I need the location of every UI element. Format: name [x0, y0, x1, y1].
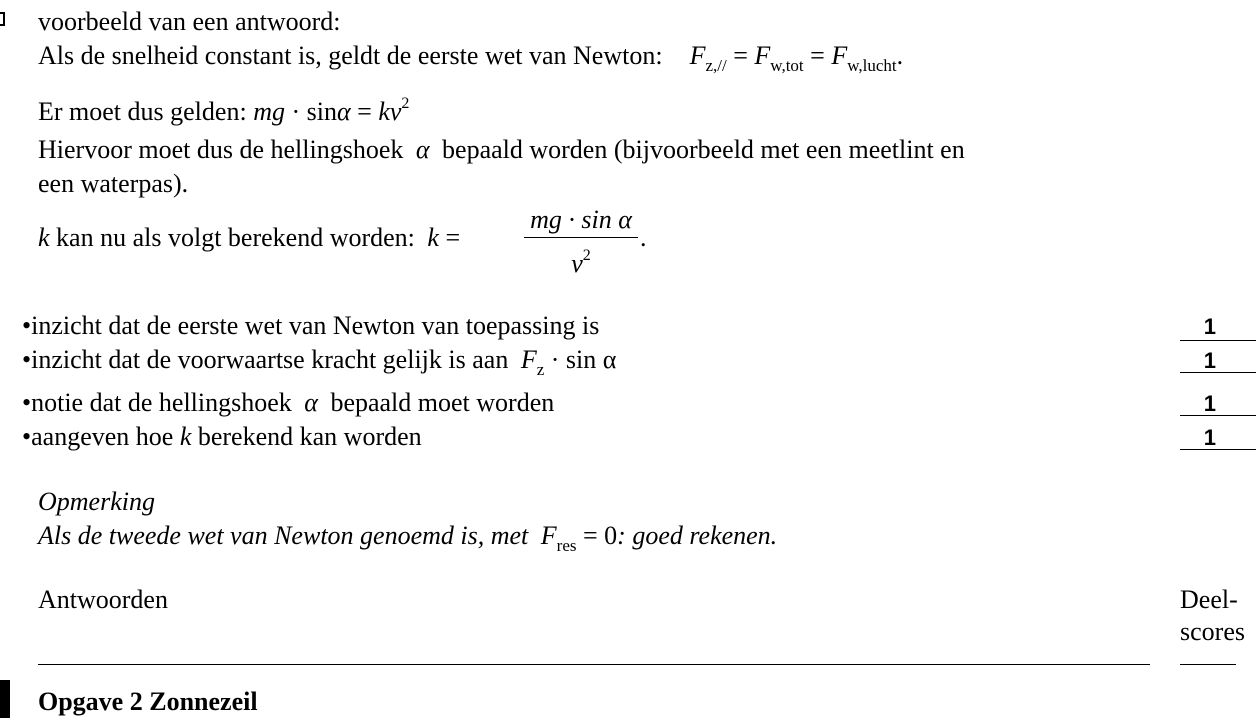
mg: mg: [253, 97, 285, 126]
deel-label: Deel-: [1180, 585, 1238, 614]
divider-left: [38, 664, 1150, 665]
period: .: [640, 223, 647, 252]
score-underline: [1180, 415, 1256, 416]
remark-text-after: : goed rekenen.: [617, 521, 778, 550]
checkbox-marker: [0, 12, 5, 26]
alpha: α: [336, 97, 351, 126]
alpha: α: [304, 388, 318, 417]
symbol-F: F: [520, 345, 537, 374]
score-value: 1: [1203, 348, 1216, 373]
v: v: [571, 249, 583, 278]
newton-line-text: Als de snelheid constant is, geldt de eerste wet van Newton:: [38, 41, 663, 70]
sub-wtot: w,tot: [770, 56, 804, 75]
angle-text-after: bepaald worden (bijvoorbeeld met een meetlint en: [442, 135, 965, 164]
dot: ·: [291, 97, 301, 126]
k: k: [179, 422, 192, 451]
k-line: [38, 225, 460, 251]
section-title: Opgave 2 Zonnezeil: [38, 687, 258, 716]
sub-z: z,//: [705, 56, 727, 75]
angle-line: [38, 137, 965, 163]
criterion-1: [22, 313, 599, 339]
equals: =: [733, 41, 748, 70]
remark-text-before: Als de tweede wet van Newton genoemd is, met: [38, 521, 529, 550]
criterion-text: inzicht dat de eerste wet van Newton van toepassing is: [31, 311, 600, 340]
kv: kv: [378, 97, 402, 126]
equals: =: [357, 97, 372, 126]
fraction: [524, 206, 638, 278]
answers-label: Antwoorden: [38, 585, 168, 614]
sin: sin: [306, 97, 337, 126]
angle-line-2: een waterpas).: [38, 169, 189, 198]
criterion-text: inzicht dat de voorwaartse kracht gelijk is aan: [31, 345, 509, 374]
bullet: •: [22, 345, 32, 374]
score-underline: [1180, 340, 1256, 341]
equals-zero: = 0: [583, 521, 618, 550]
score-underline: [1180, 372, 1256, 373]
sub-z: z: [536, 360, 545, 379]
squared: 2: [401, 95, 410, 112]
squared: 2: [582, 247, 591, 264]
condition-line: [38, 96, 409, 125]
period: .: [896, 41, 904, 70]
equals: =: [810, 41, 825, 70]
score-3: [1180, 391, 1236, 417]
criterion-text: notie dat de hellingshoek: [31, 388, 292, 417]
symbol-F: F: [754, 41, 771, 70]
criterion-2: [22, 347, 616, 378]
symbol-F: F: [689, 41, 706, 70]
score-value: 1: [1203, 314, 1216, 339]
k-line-text: kan nu als volgt berekend worden:: [56, 223, 415, 252]
k: k: [427, 223, 439, 252]
fraction-numerator: mg · sin α: [530, 205, 632, 234]
k: k: [38, 223, 50, 252]
symbol-F: F: [831, 41, 848, 70]
score-underline: [1180, 449, 1256, 450]
score-1: [1180, 314, 1236, 340]
bullet: •: [22, 388, 32, 417]
sin-alpha: · sin α: [550, 345, 617, 374]
criterion-text: bepaald moet worden: [330, 388, 555, 417]
criterion-4: [22, 424, 422, 450]
sub-res: res: [556, 536, 577, 555]
remark-text: [38, 523, 777, 554]
section-marker: [0, 680, 10, 718]
bullet: •: [22, 311, 32, 340]
score-2: [1180, 348, 1236, 374]
condition-text: Er moet dus gelden:: [38, 97, 247, 126]
remark-title: Opmerking: [38, 487, 155, 516]
intro-text: voorbeeld van een antwoord:: [38, 7, 341, 36]
newton-line: [38, 43, 903, 74]
score-4: [1180, 425, 1236, 451]
equals: =: [445, 223, 461, 252]
angle-text-before: Hiervoor moet dus de hellingshoek: [38, 135, 404, 164]
alpha: α: [415, 135, 430, 164]
criterion-text: berekend kan worden: [197, 422, 422, 451]
divider-right: [1180, 664, 1236, 665]
score-value: 1: [1203, 391, 1216, 416]
sub-wlucht: w,lucht: [847, 56, 897, 75]
bullet: •: [22, 422, 32, 451]
fraction-denominator: [524, 242, 638, 278]
criterion-3: [22, 390, 554, 416]
score-value: 1: [1203, 425, 1216, 450]
scores-label: scores: [1180, 617, 1245, 646]
symbol-F: F: [540, 521, 557, 550]
criterion-text: aangeven hoe: [31, 422, 174, 451]
